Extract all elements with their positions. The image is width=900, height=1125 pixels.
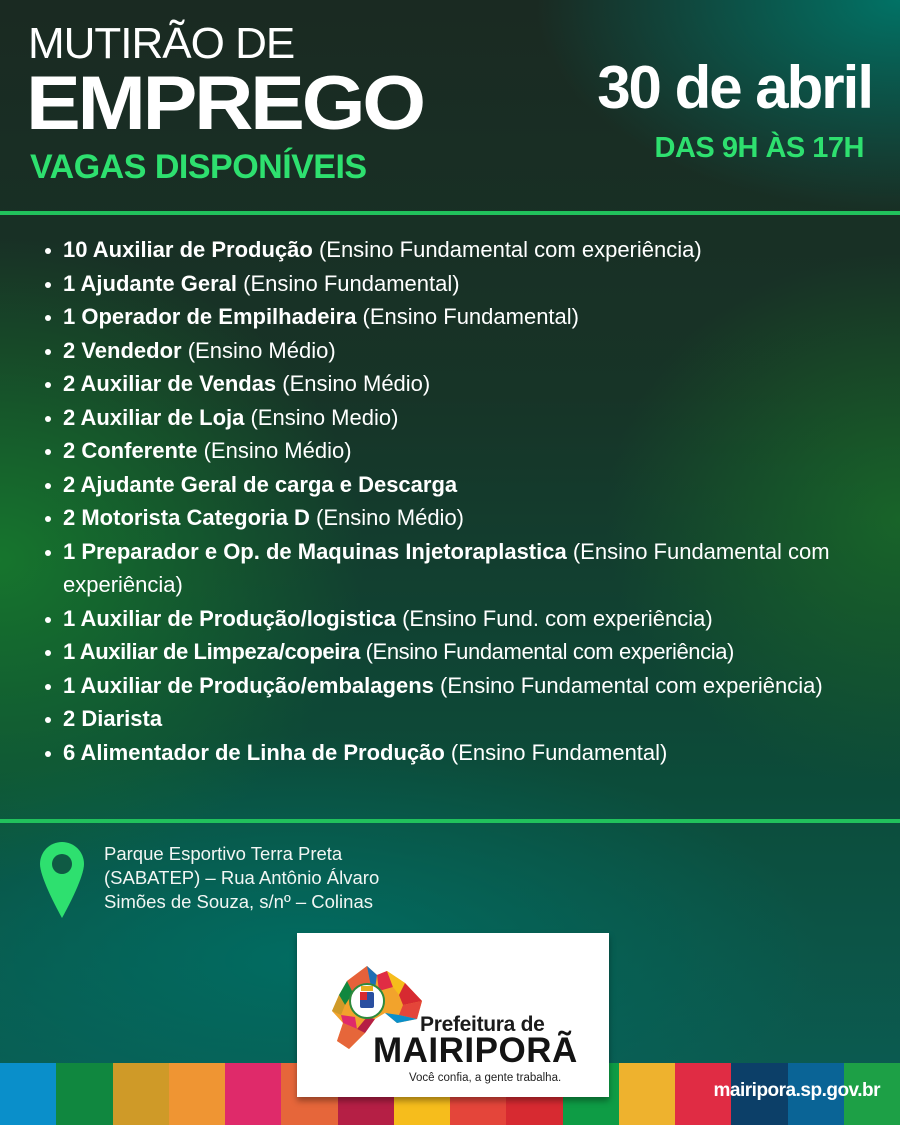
prefeitura-logo <box>297 933 609 1097</box>
stripe <box>56 1063 112 1125</box>
logo-slogan: Você confia, a gente trabalha. <box>409 1072 562 1084</box>
job-item <box>40 367 890 401</box>
job-title: 1 Ajudante Geral <box>63 270 238 296</box>
job-title: 1 Auxiliar de Produção/logistica <box>63 605 396 631</box>
map-pin-icon <box>40 842 84 918</box>
job-title: 2 Auxiliar de Vendas <box>63 371 277 396</box>
job-title: 2 Diarista <box>63 706 163 731</box>
job-requirement: (Ensino Medio) <box>244 404 399 430</box>
event-location <box>40 842 379 918</box>
job-title: 1 Preparador e Op. de Maquinas Injetoraplastica <box>63 538 567 564</box>
title-line-2: EMPREGO <box>26 61 423 146</box>
job-item <box>40 535 890 602</box>
job-item <box>40 334 890 368</box>
address-line-3: Simões de Souza, s/nº – Colinas <box>104 891 373 912</box>
job-title: 2 Auxiliar de Loja <box>63 404 245 430</box>
stripe <box>113 1063 169 1125</box>
job-item <box>40 669 890 703</box>
job-requirement: (Ensino Fundamental com experiência) <box>433 672 823 698</box>
address <box>104 842 379 914</box>
job-requirement: (Ensino Fundamental) <box>444 739 668 765</box>
job-item <box>40 401 890 435</box>
subtitle: VAGAS DISPONÍVEIS <box>30 148 367 186</box>
job-requirement: (Ensino Fundamental com experiência) <box>359 639 734 664</box>
job-item <box>40 602 890 636</box>
job-requirement: (Ensino Fundamental com experiência) <box>63 538 830 597</box>
job-item <box>40 233 890 267</box>
stripe <box>619 1063 675 1125</box>
job-item <box>40 434 890 468</box>
job-item <box>40 468 890 502</box>
job-title: 1 Auxiliar de Produção/embalagens <box>63 672 434 698</box>
stripe <box>169 1063 225 1125</box>
job-requirement: (Ensino Médio) <box>181 337 336 363</box>
logo-city-name: MAIRIPORÃ <box>373 1031 578 1070</box>
job-requirement: (Ensino Fund. com experiência) <box>395 605 713 631</box>
job-requirement: (Ensino Médio) <box>276 371 431 396</box>
job-title: 1 Operador de Empilhadeira <box>63 304 357 329</box>
website-link[interactable]: mairipora.sp.gov.br <box>713 1080 880 1101</box>
title-line-1: MUTIRÃO DE <box>28 19 295 68</box>
logo-prefix: Prefeitura de <box>420 1013 545 1036</box>
job-requirement: (Ensino Fundamental) <box>237 270 460 296</box>
job-item <box>40 501 890 535</box>
job-item <box>40 635 890 669</box>
job-title: 10 Auxiliar de Produção <box>63 237 313 262</box>
job-item <box>40 702 890 736</box>
job-requirement: (Ensino Médio) <box>197 438 352 463</box>
stripe <box>225 1063 281 1125</box>
job-title: 2 Ajudante Geral de carga e Descarga <box>63 471 458 497</box>
job-title: 2 Conferente <box>63 438 198 463</box>
event-date: 30 de abril <box>597 54 872 121</box>
job-title: 6 Alimentador de Linha de Produção <box>63 739 445 765</box>
address-line-2: (SABATEP) – Rua Antônio Álvaro <box>104 867 380 888</box>
job-title: 1 Auxiliar de Limpeza/copeira <box>63 639 360 664</box>
job-item <box>40 300 890 334</box>
job-requirement: (Ensino Fundamental) <box>356 304 579 329</box>
divider-top <box>0 211 900 215</box>
job-item <box>40 267 890 301</box>
job-title: 2 Motorista Categoria D <box>63 505 310 530</box>
divider-bottom <box>0 819 900 823</box>
job-requirement: (Ensino Médio) <box>309 505 465 530</box>
job-list <box>40 233 890 769</box>
job-title: 2 Vendedor <box>63 337 182 363</box>
job-requirement: (Ensino Fundamental com experiência) <box>312 237 702 262</box>
stripe <box>0 1063 56 1125</box>
job-item <box>40 736 890 770</box>
address-line-1: Parque Esportivo Terra Preta <box>104 843 343 864</box>
event-hours: DAS 9H ÀS 17H <box>654 132 864 164</box>
